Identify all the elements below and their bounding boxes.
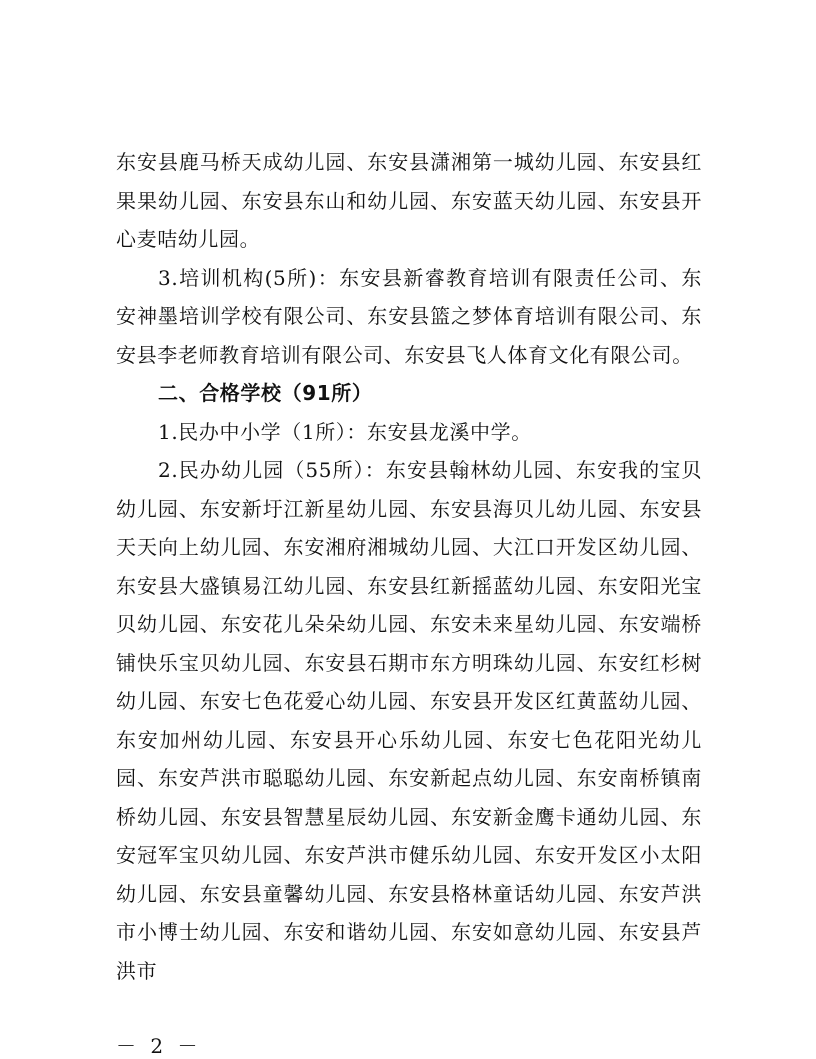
document-body: [116, 143, 702, 990]
paragraph-kindergarten-list-continued: 东安县鹿马桥天成幼儿园、东安县潇湘第一城幼儿园、东安县红果果幼儿园、东安县东山和幼儿园、东安蓝天幼儿园、东安县开心麦咭幼儿园。: [116, 150, 702, 251]
paragraph-private-kindergartens: 2.民办幼儿园（55所）：东安县翰林幼儿园、东安我的宝贝幼儿园、东安新圩江新星幼儿园、东安县海贝儿幼儿园、东安县天天向上幼儿园、东安湘府湘城幼儿园、大江口开发区幼儿园、东安县大盛镇易江幼儿园、东安县红新摇蓝幼儿园、东安阳光宝贝幼儿园、东安花儿朵朵幼儿园、东安未来星幼儿园、东安端桥铺快乐宝贝幼儿园、东安县石期市东方明珠幼儿园、东安红杉树幼儿园、东安七色花爱心幼儿园、东安县开发区红黄蓝幼儿园、东安加州幼儿园、东安县开心乐幼儿园、东安七色花阳光幼儿园、东安芦洪市聪聪幼儿园、东安新起点幼儿园、东安南桥镇南桥幼儿园、东安县智慧星辰幼儿园、东安新金鹰卡通幼儿园、东安冠军宝贝幼儿园、东安芦洪市健乐幼儿园、东安开发区小太阳幼儿园、东安县童馨幼儿园、东安县格林童话幼儿园、东安芦洪市小博士幼儿园、东安和谐幼儿园、东安如意幼儿园、东安县芦洪市: [116, 458, 702, 983]
paragraph-private-schools: 1.民办中小学（1所）：东安县龙溪中学。: [158, 419, 532, 444]
page-number: － 2 －: [116, 1034, 202, 1058]
section-heading-qualified-schools: 二、合格学校（91所）: [158, 381, 373, 405]
paragraph-training-institutions: 3.培训机构(5所)：东安县新睿教育培训有限责任公司、东安神墨培训学校有限公司、东安县篮之梦体育培训有限公司、东安县李老师教育培训有限公司、东安县飞人体育文化有限公司。: [116, 265, 702, 367]
